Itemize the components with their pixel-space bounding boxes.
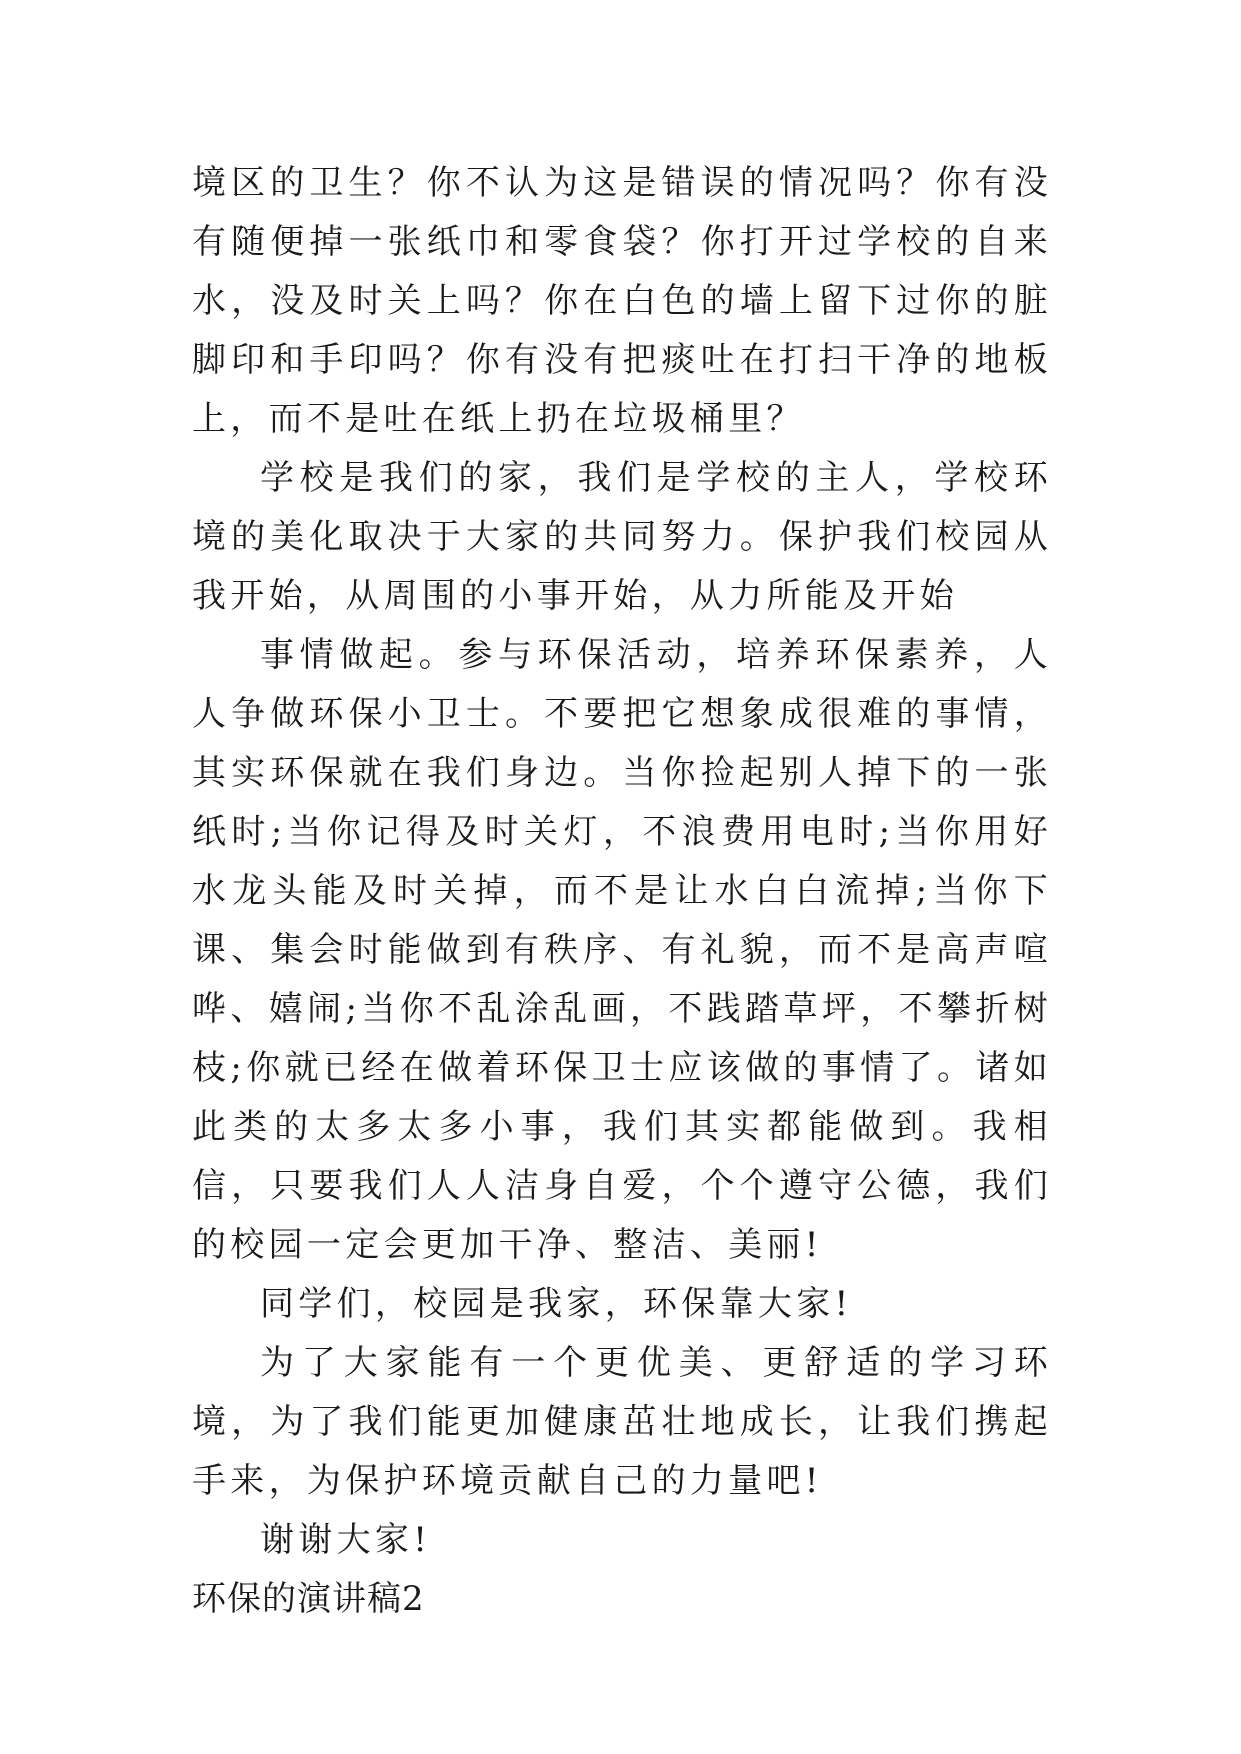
paragraph-school-home: 学校是我们的家，我们是学校的主人，学校环境的美化取决于大家的共同努力。保护我们校园从我开始，从周围的小事开始，从力所能及开始 (192, 458, 1052, 616)
paragraph-thanks: 谢谢大家! (260, 1520, 432, 1560)
paragraph-classmates: 同学们，校园是我家，环保靠大家! (260, 1284, 853, 1324)
document-body (192, 154, 1052, 1629)
paragraph-continued: 境区的卫生？你不认为这是错误的情况吗？你有没有随便掉一张纸巾和零食袋？你打开过学校的自来水，没及时关上吗？你在白色的墙上留下过你的脏脚印和手印吗？你有没有把痰吐在打扫干净的地板上，而不是吐在纸上扔在垃圾桶里？ (192, 163, 1052, 439)
paragraph-start-doing: 事情做起。参与环保活动，培养环保素养，人人争做环保小卫士。不要把它想象成很难的事情，其实环保就在我们身边。当你捡起别人掉下的一张纸时;当你记得及时关灯，不浪费用电时;当你用好水龙头能及时关掉，而不是让水白白流掉;当你下课、集会时能做到有秩序、有礼貌，而不是高声喧哗、嬉闹;当你不乱涂乱画，不践踏草坪，不攀折树枝;你就已经在做着环保卫士应该做的事情了。诸如此类的太多太多小事，我们其实都能做到。我相信，只要我们人人洁身自爱，个个遵守公德，我们的校园一定会更加干净、整洁、美丽! (192, 635, 1052, 1265)
paragraph-for-environment: 为了大家能有一个更优美、更舒适的学习环境，为了我们能更加健康茁壮地成长，让我们携起手来，为保护环境贡献自己的力量吧! (192, 1343, 1052, 1501)
section-heading: 环保的演讲稿2 (192, 1579, 425, 1619)
